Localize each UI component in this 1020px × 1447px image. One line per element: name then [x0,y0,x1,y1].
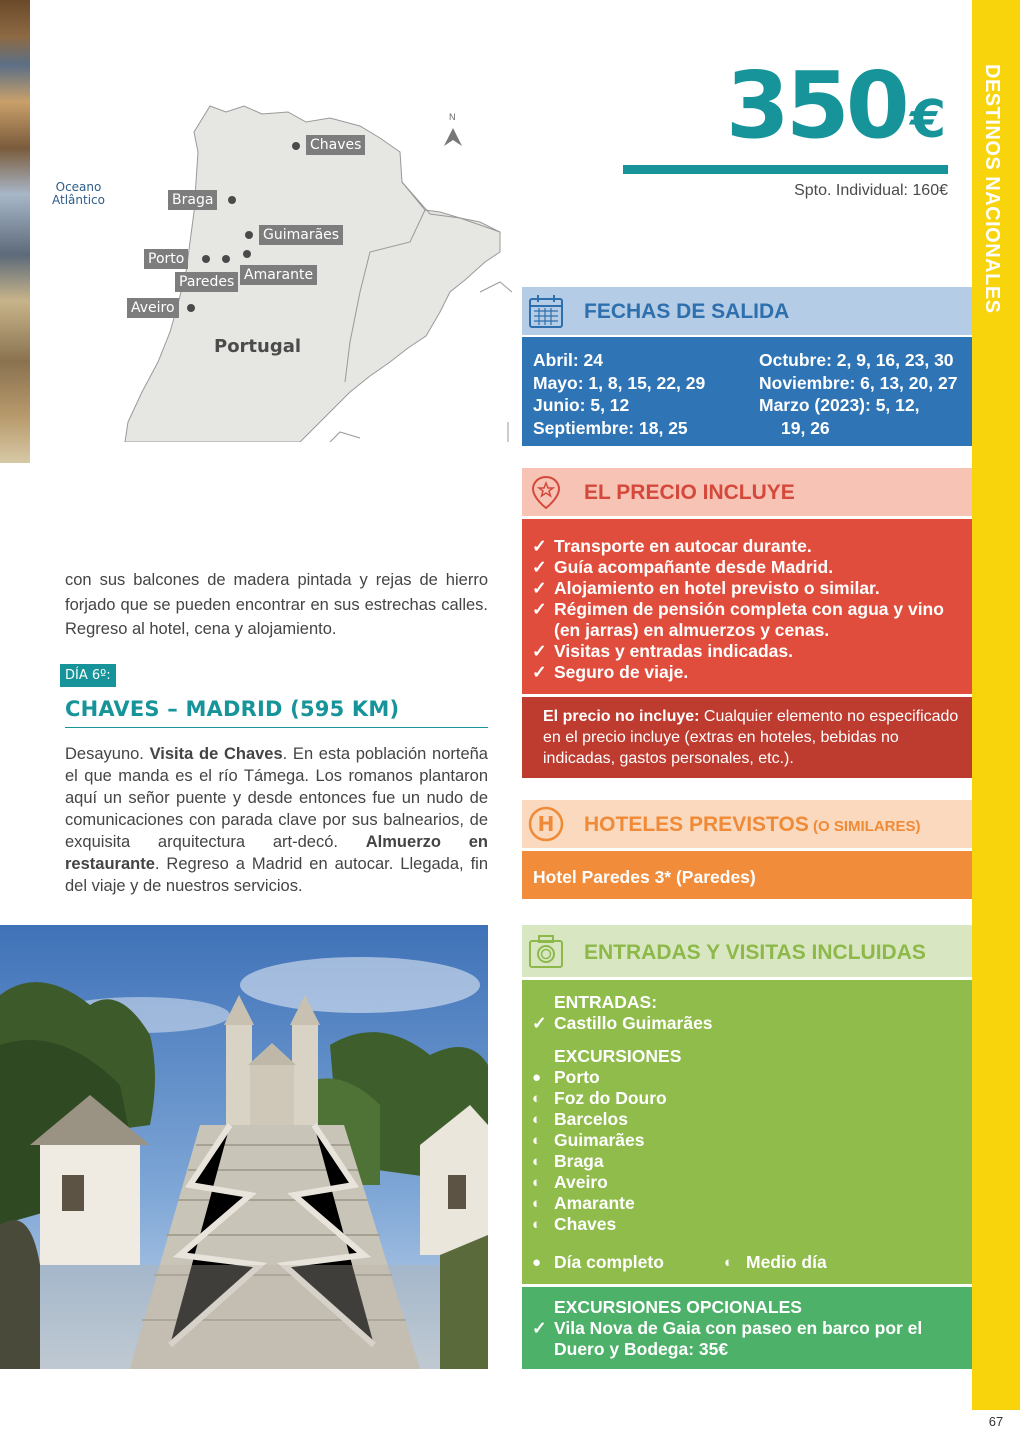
precio-item [532,641,972,662]
excursion-item [532,1130,972,1151]
location-star-icon [528,474,564,510]
half-day-icon: ◐ [724,1254,734,1271]
p2-bold: Visita de Chaves [149,745,283,763]
entrada-item-text: Castillo Guimarães [554,1013,713,1033]
entradas-header [522,925,972,977]
opcionales-title: EXCURSIONES OPCIONALES [554,1297,802,1317]
precio-item [532,599,972,641]
fechas-col1 [533,349,705,439]
sanctuary-illustration [0,925,488,1369]
p2-text: Desayuno. [65,745,150,763]
page-number: 67 [988,1414,1004,1429]
legend-half-day: Medio día [746,1252,827,1272]
excursion-item [532,1088,972,1109]
no-incluye-label: El precio no incluye: [543,708,700,725]
entradas-title: ENTRADAS Y VISITAS INCLUIDAS [584,941,926,964]
city-chaves: Chaves [306,135,365,155]
price-amount: 350 [725,52,906,159]
precio-item [532,557,972,578]
excursion-item [532,1067,972,1088]
excursion-name: Foz do Douro [554,1088,667,1108]
city-guimaraes: Guimarães [259,225,343,245]
price-underline [623,165,948,174]
precio-item-text: Alojamiento en hotel previsto o similar. [554,578,880,598]
half-day-icon: ◐ [532,1132,542,1149]
hoteles-title-main: HOTELES PREVISTOS [584,813,809,836]
precio-item [532,578,972,599]
fecha-line: Octubre: 2, 9, 16, 23, 30 [759,350,954,370]
check-icon: ✓ [532,578,547,598]
calendar-icon [528,293,564,329]
opcionales-body [522,1287,972,1369]
check-icon: ✓ [532,1013,547,1033]
section-label: DESTINOS NACIONALES [981,64,1003,314]
check-icon: ✓ [532,1318,547,1338]
itinerary-paragraph-1: con sus balcones de madera pintada y rejas de hierro forjado que se pueden encontrar en sus estrechas calles. Regreso al hotel, cena y alojamiento. [65,571,488,638]
hoteles-title [584,813,921,837]
opcional-item [532,1318,972,1360]
porto-photo-strip [0,0,30,463]
check-icon: ✓ [532,641,547,661]
fecha-line: Noviembre: 6, 13, 20, 27 [759,372,958,393]
price-currency: € [909,90,946,150]
precio-item [532,662,972,683]
city-paredes: Paredes [175,272,238,292]
city-amarante: Amarante [240,265,317,285]
city-porto: Porto [144,249,188,269]
precio-item-text: Transporte en autocar durante. [554,536,812,556]
excursion-name: Porto [554,1067,600,1087]
hoteles-title-small: (O SIMILARES) [808,818,921,835]
ocean-label-line2: Atlântico [52,193,105,207]
entradas-label: ENTRADAS: [554,992,658,1012]
full-day-icon: ● [532,1254,542,1271]
precio-item-text: Régimen de pensión completa con agua y vino (en jarras) en almuerzos y cenas. [554,599,944,640]
fechas-header [522,287,972,335]
excursion-item [532,1193,972,1214]
check-icon: ✓ [532,599,547,619]
fecha-line: Junio: 5, 12 [533,395,630,415]
price [726,52,946,159]
excursion-name: Braga [554,1151,604,1171]
hoteles-header [522,800,972,848]
precio-header [522,468,972,516]
hotel-body: Hotel Paredes 3* (Paredes) [522,851,972,899]
route-map [30,92,512,442]
half-day-icon: ◐ [532,1090,542,1107]
precio-no-incluye [522,697,972,778]
half-day-icon: ◐ [532,1174,542,1191]
legend-full-day: Día completo [554,1252,664,1272]
excursion-item [532,1151,972,1172]
precio-item-text: Visitas y entradas indicadas. [554,641,793,661]
half-day-icon: ◐ [532,1216,542,1233]
full-day-icon: ● [532,1069,542,1086]
entradas-body [522,980,972,1284]
p2-text: . Regreso a Madrid en autocar. Llegada, fin del viaje y de nuestros servicios. [65,855,488,895]
check-icon: ✓ [532,662,547,682]
precio-item-text: Guía acompañante desde Madrid. [554,557,834,577]
excursion-name: Chaves [554,1214,617,1234]
entrada-item [532,1013,972,1034]
precio-body [522,519,972,694]
check-icon: ✓ [532,557,547,577]
city-aveiro: Aveiro [127,298,179,318]
day-badge: DÍA 6º: [60,664,116,687]
fecha-line: Abril: 24 [533,350,604,370]
fechas-body [522,337,972,446]
day-title: CHAVES – MADRID (595 KM) [65,697,488,728]
precio-title: EL PRECIO INCLUYE [584,481,795,504]
no-incluye-text: Cualquier elemento no especificado en el precio incluye (extras en hoteles, bebidas no indicadas, gastos personales, etc.). [543,708,959,767]
fechas-col2 [759,349,957,439]
precio-item [532,536,972,557]
excursion-item [532,1109,972,1130]
excursion-name: Amarante [554,1193,635,1213]
svg-text:H: H [537,812,555,836]
fecha-line: Mayo: 1, 8, 15, 22, 29 [533,372,706,393]
fechas-title: FECHAS DE SALIDA [584,300,790,323]
excursiones-label: EXCURSIONES [554,1046,682,1066]
hotel-icon [528,806,564,842]
fecha-line: Septiembre: 18, 25 [533,417,688,438]
excursion-name: Barcelos [554,1109,628,1129]
itinerary-paragraph-2 [65,743,488,897]
half-day-icon: ◐ [532,1153,542,1170]
single-supplement: Spto. Individual: 160€ [794,182,948,199]
half-day-icon: ◐ [532,1195,542,1212]
country-label: Portugal [214,336,302,357]
excursion-name: Guimarães [554,1130,645,1150]
ocean-label [52,181,105,207]
north-arrow-icon [444,128,462,146]
half-day-icon: ◐ [532,1111,542,1128]
fecha-line: Marzo (2023): 5, 12, [759,395,920,415]
p2-bold: Almuerzo en restaurante [65,833,488,873]
north-label: N [449,112,456,122]
city-braga: Braga [168,190,217,210]
sanctuary-photo [0,925,488,1369]
precio-item-text: Seguro de viaje. [554,662,689,682]
camera-icon [528,933,564,969]
excursion-name: Aveiro [554,1172,608,1192]
ocean-label-line1: Oceano [55,180,102,194]
excursion-item [532,1172,972,1193]
excursion-item [532,1214,972,1235]
p2-text: . En esta población norteña el que manda es el río Támega. Los romanos plantaron aquí un señor puente y desde entonces fue un nudo de comunicaciones con parada clave por sus balnearios, de exquisita arquitectura art-decó. [65,745,488,851]
check-icon: ✓ [532,536,547,556]
opcional-item-text: Vila Nova de Gaia con paseo en barco por el Duero y Bodega: 35€ [554,1318,923,1359]
fecha-line: 19, 26 [781,417,830,438]
